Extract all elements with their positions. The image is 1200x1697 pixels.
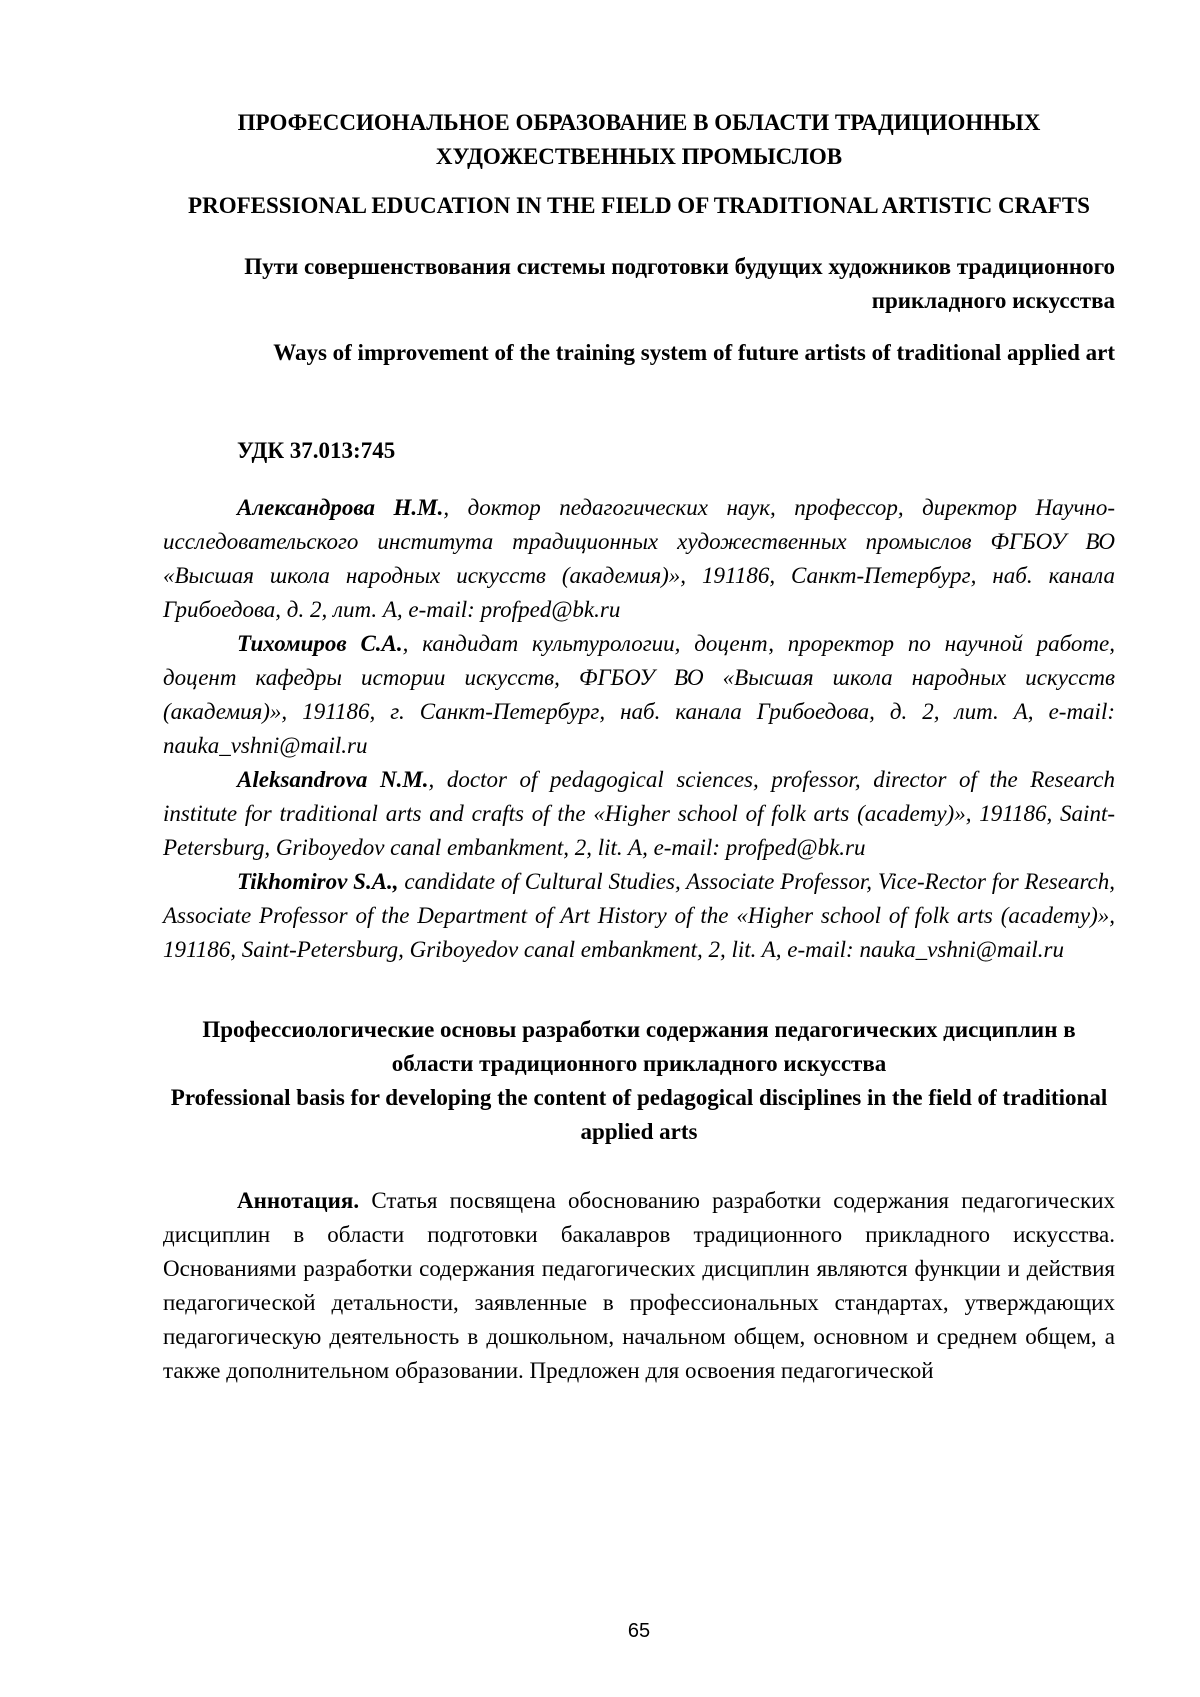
author-details-ru-1: , доктор педагогических наук, профессор, директор Научно-исследовательского института традиционных художественных промыслов ФГБОУ ВО «Высшая школа народных искусств (академия)», 191186, Санкт-Петербург, наб. канала Грибоедова, д. 2, лит. А, e-mail: profped@bk.ru: [163, 495, 1115, 622]
abstract-text: Статья посвящена обоснованию разработки содержания педагогических дисциплин в области подготовки бакалавров традиционного прикладного искусства. Основаниями разработки содержания педагогических дисциплин являются функции и действия педагогической детальности, заявленные в профессиональных стандартах, утверждающих педагогическую деятельность в дошкольном, начальном общем, основном и среднем общем, а также дополнительном образовании. Предложен для освоения педагогической: [163, 1188, 1115, 1383]
author-name-en-1: Aleksandrova N.M.: [237, 767, 429, 792]
author-affiliation-en-1: [163, 763, 1115, 865]
author-affiliation-en-2: [163, 865, 1115, 967]
article-title-en: Professional basis for developing the content of pedagogical disciplines in the field of traditional applied arts: [170, 1085, 1108, 1144]
authors-block: [163, 491, 1115, 967]
author-name-ru-2: Тихомиров С.А.: [237, 631, 403, 656]
author-details-en-2: candidate of Cultural Studies, Associate Professor, Vice-Rector for Research, Associate Professor of the Department of Art History of the «Higher school of folk arts (academy)», 191186, Saint-Petersburg, Griboyedov canal embankment, 2, lit. A, e-mail: nauka_vshni@mail.ru: [163, 869, 1115, 962]
article-title-ru: Профессиологические основы разработки содержания педагогических дисциплин в области традиционного прикладного искусства: [202, 1017, 1076, 1076]
section-title-ru: Пути совершенствования системы подготовки будущих художников традиционного прикладного искусства: [244, 254, 1115, 313]
abstract-paragraph: [163, 1184, 1115, 1388]
udc-code: УДК 37.013:745: [237, 438, 396, 463]
rubric-title-en: PROFESSIONAL EDUCATION IN THE FIELD OF TRADITIONAL ARTISTIC CRAFTS: [188, 193, 1090, 218]
abstract-label: Аннотация.: [237, 1188, 360, 1213]
section-title-en: Ways of improvement of the training system of future artists of traditional applied art: [273, 340, 1115, 365]
author-details-ru-2: , кандидат культурологии, доцент, проректор по научной работе, доцент кафедры истории искусств, ФГБОУ ВО «Высшая школа народных искусств (академия)», 191186, г. Санкт-Петербург, наб. канала Грибоедова, д. 2, лит. А, e-mail: nauka_vshni@mail.ru: [163, 631, 1115, 758]
page-header: [163, 106, 1115, 370]
author-name-ru-1: Александрова Н.М.: [237, 495, 444, 520]
author-name-en-2: Tikhomirov S.A.,: [237, 869, 399, 894]
page-number: 65: [627, 1620, 651, 1642]
author-affiliation-ru-2: [163, 627, 1115, 763]
article-title-block: [163, 1013, 1115, 1149]
author-details-en-1: , doctor of pedagogical sciences, professor, director of the Research institute for traditional arts and crafts of the «Higher school of folk arts (academy)», 191186, Saint-Petersburg, Griboyedov canal embankment, 2, lit. A, e-mail: profped@bk.ru: [163, 767, 1115, 860]
rubric-title-ru: ПРОФЕССИОНАЛЬНОЕ ОБРАЗОВАНИЕ В ОБЛАСТИ ТРАДИЦИОННЫХ ХУДОЖЕСТВЕННЫХ ПРОМЫСЛОВ: [237, 110, 1041, 169]
author-affiliation-ru-1: [163, 491, 1115, 627]
